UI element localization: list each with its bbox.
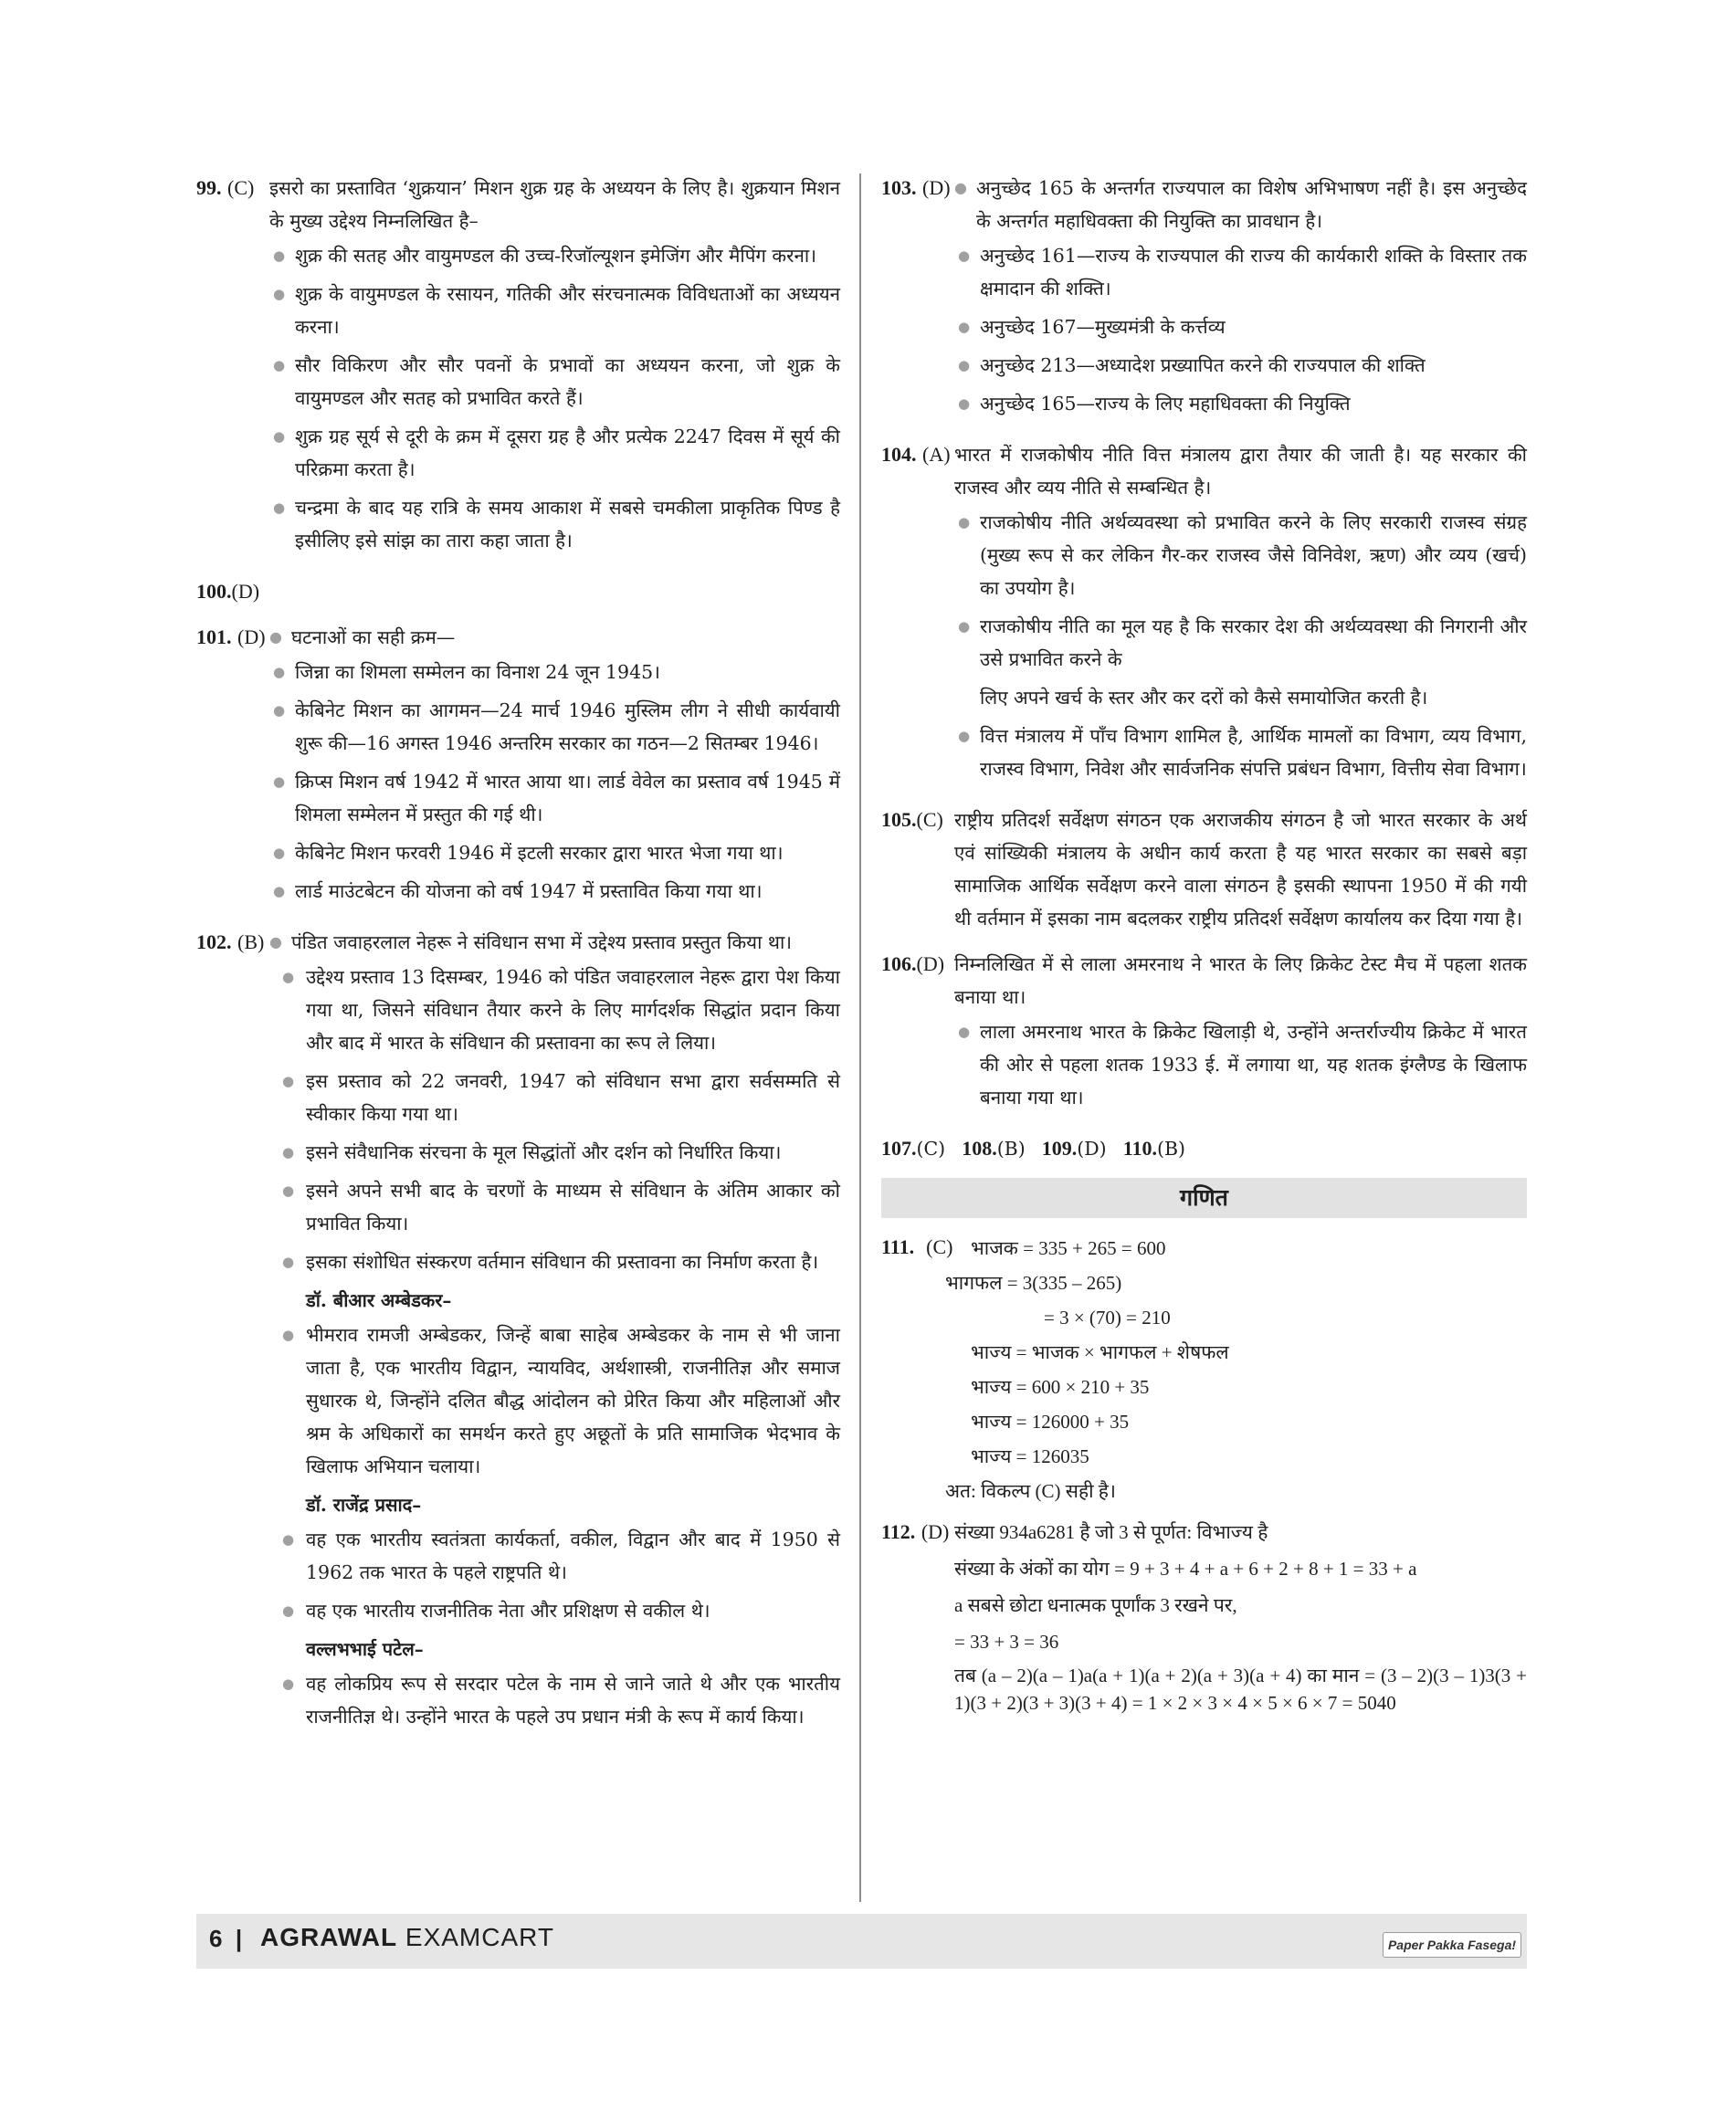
person-heading-patel: वल्लभभाई पटेल– xyxy=(306,1638,424,1660)
solution-line: संख्या 934a6281 है जो 3 से पूर्णत: विभाज्य है xyxy=(954,1521,1268,1543)
solution-line: भागफल = 3(335 – 265) xyxy=(945,1272,1122,1294)
question-105 xyxy=(881,804,1527,935)
bullet-icon: ● xyxy=(954,179,967,196)
page-number: 6 | xyxy=(209,1925,243,1952)
person-heading-prasad: डॉ. राजेंद्र प्रसाद– xyxy=(306,1494,422,1516)
question-102 xyxy=(196,926,840,1739)
bullet-list xyxy=(269,1523,840,1627)
solution-line: भाज्य = 126000 + 35 xyxy=(971,1411,1130,1433)
list-item: ● अनुच्छेद 213—अध्यादेश प्रख्यापित करने की राज्यपाल की शक्ति xyxy=(954,349,1527,382)
list-item: ● राजकोषीय नीति अर्थव्यवस्था को प्रभावित करने के लिए सरकारी राजस्व संग्रह (मुख्य रूप से कर लेकिन गैर-कर राजस्व जैसे विनिवेश, ऋण) और व्यय (खर्च) का उपयोग है। xyxy=(954,506,1527,604)
solution-line: भाज्य = 126035 xyxy=(971,1445,1089,1467)
question-number: 101. (D) xyxy=(196,625,266,648)
bullet-icon: ● xyxy=(269,933,282,951)
bullet-icon: ● xyxy=(269,628,282,646)
person-heading-ambedkar: डॉ. बीआर अम्बेडकर– xyxy=(306,1289,452,1311)
column-divider xyxy=(859,173,861,1902)
question-number: 104. (A) xyxy=(881,443,951,466)
question-112 xyxy=(881,1516,1527,1717)
solution-conclusion: अत: विकल्प (C) सही है। xyxy=(945,1480,1116,1502)
section-heading-math: गणित xyxy=(881,1178,1527,1218)
question-text: पंडित जवाहरलाल नेहरू ने संविधान सभा में उद्देश्य प्रस्ताव प्रस्तुत किया था। xyxy=(291,931,793,953)
answer-108: 108.(B) xyxy=(962,1137,1026,1160)
question-103 xyxy=(881,172,1527,425)
list-item: ● केबिनेट मिशन फरवरी 1946 में इटली सरकार द्वारा भारत भेजा गया था। xyxy=(269,836,840,869)
list-item: ● राजकोषीय नीति का मूल यह है कि सरकार देश की अर्थव्यवस्था की निगरानी और उसे प्रभावित करने के xyxy=(954,610,1527,676)
solution-line: तब (a – 2)(a – 1)a(a + 1)(a + 2)(a + 3)(a + 4) का मान = (3 – 2)(3 – 1)3(3 + 1)(3 + 2)(3 + 3)(3 + 4) = 1 × 2 × 3 × 4 × 5 × 6 × 7 = 5040 xyxy=(954,1665,1527,1714)
question-104 xyxy=(881,438,1527,791)
list-item: ● अनुच्छेद 165—राज्य के लिए महाधिवक्ता की नियुक्ति xyxy=(954,387,1527,420)
page-footer xyxy=(196,1914,1527,1969)
bullet-list xyxy=(269,1318,840,1483)
list-item: ● वह एक भारतीय स्वतंत्रता कार्यकर्ता, वकील, विद्वान और बाद में 1950 से 1962 तक भारत के पहले राष्ट्रपति थे। xyxy=(269,1523,840,1589)
list-item: ● चन्द्रमा के बाद यह रात्रि के समय आकाश में सबसे चमकीला प्राकृतिक पिण्ड है इसीलिए इसे सांझ का तारा कहा जाता है। xyxy=(269,491,840,557)
list-item: ● शुक्र ग्रह सूर्य से दूरी के क्रम में दूसरा ग्रह है और प्रत्येक 2247 दिवस में सूर्य की परिक्रमा करता है। xyxy=(269,420,840,486)
list-item: ● इस प्रस्ताव को 22 जनवरी, 1947 को संविधान सभा द्वारा सर्वसम्मति से स्वीकार किया गया था। xyxy=(269,1065,840,1130)
bullet-list xyxy=(954,506,1527,676)
answers-107-110 xyxy=(881,1132,1527,1165)
question-text: निम्नलिखित में से लाला अमरनाथ ने भारत के लिए क्रिकेट टेस्ट मैच में पहला शतक बनाया था। xyxy=(954,953,1527,1008)
list-item: ● केबिनेट मिशन का आगमन—24 मार्च 1946 मुस्लिम लीग ने सीधी कार्यवायी शुरू की—16 अगस्त 1946 अन्तरिम सरकार का गठन—2 सितम्बर 1946। xyxy=(269,694,840,760)
list-item: ● इसका संशोधित संस्करण वर्तमान संविधान की प्रस्तावना का निर्माण करता है। xyxy=(269,1245,840,1278)
list-item: ● जिन्ना का शिमला सम्मेलन का विनाश 24 जून 1945। xyxy=(269,656,840,688)
brand-logo: AGRAWAL EXAMCART xyxy=(260,1923,554,1951)
solution-line: भाजक = 335 + 265 = 600 xyxy=(971,1237,1166,1259)
question-text: राष्ट्रीय प्रतिदर्श सर्वेक्षण संगठन एक अराजकीय संगठन है जो भारत सरकार के अर्थ एवं सांख्यिकी मंत्रालय के अधीन कार्य करता है यह भारत सरकार का सबसे बड़ा सामाजिक आर्थिक सर्वेक्षण करने वाला संगठन है इसकी स्थापना 1950 में की गयी थी वर्तमान में इसका नाम बदलकर राष्ट्रीय प्रतिदर्श सर्वेक्षण कार्यालय कर दिया गया है। xyxy=(954,809,1527,930)
solution-line: भाज्य = 600 × 210 + 35 xyxy=(971,1376,1150,1398)
list-item: ● अनुच्छेद 161—राज्य के राज्यपाल की राज्य की कार्यकारी शक्ति के विस्तार तक क्षमादान की शक्ति। xyxy=(954,239,1527,305)
question-101 xyxy=(196,621,840,913)
solution-line: = 3 × (70) = 210 xyxy=(1044,1307,1171,1329)
solution-line: = 33 + 3 = 36 xyxy=(954,1631,1059,1653)
answer-110: 110.(B) xyxy=(1122,1137,1186,1160)
bullet-list xyxy=(954,1015,1527,1114)
question-number: 103. (D) xyxy=(881,176,951,199)
bullet-list xyxy=(269,656,840,908)
question-number: 112. (D) xyxy=(881,1520,950,1543)
right-column xyxy=(881,172,1527,1729)
question-number: 106.(D) xyxy=(881,952,945,975)
question-number: 100.(D) xyxy=(196,580,260,603)
list-item: ● वह एक भारतीय राजनीतिक नेता और प्रशिक्षण से वकील थे। xyxy=(269,1594,840,1627)
bullet-list xyxy=(954,239,1527,420)
list-item-continuation: लिए अपने खर्च के स्तर और कर दरों को कैसे समायोजित करती है। xyxy=(980,687,1428,709)
question-text: अनुच्छेद 165 के अन्तर्गत राज्यपाल का विशेष अभिभाषण नहीं है। इस अनुच्छेद के अन्तर्गत महाधिवक्ता की नियुक्ति का प्रावधान है। xyxy=(976,177,1527,232)
question-number: 102. (B) xyxy=(196,930,265,953)
solution-line: a सबसे छोटा धनात्मक पूर्णांक 3 रखने पर, xyxy=(954,1594,1237,1616)
question-100 xyxy=(196,575,840,608)
list-item: ● लार्ड माउंटबेटन की योजना को वर्ष 1947 में प्रस्तावित किया गया था। xyxy=(269,875,840,908)
bullet-list xyxy=(269,239,840,557)
bullet-list xyxy=(269,961,840,1278)
question-number: 99. (C) xyxy=(196,176,255,199)
list-item: ● इसने अपने सभी बाद के चरणों के माध्यम से संविधान के अंतिम आकार को प्रभावित किया। xyxy=(269,1174,840,1240)
list-item: ● अनुच्छेद 167—मुख्यमंत्री के कर्त्तव्य xyxy=(954,310,1527,343)
question-99 xyxy=(196,172,840,562)
question-text: इसरो का प्रस्तावित ‘शुक्रयान’ मिशन शुक्र ग्रह के अध्ययन के लिए है। शुक्रयान मिशन के मुख्य उद्देश्य निम्नलिखित है– xyxy=(269,177,840,232)
answer-107: 107.(C) xyxy=(881,1137,946,1160)
list-item: ● शुक्र की सतह और वायुमण्डल की उच्च-रिजॉल्यूशन इमेजिंग और मैपिंग करना। xyxy=(269,239,840,272)
list-item: ● वित्त मंत्रालय में पाँच विभाग शामिल है, आर्थिक मामलों का विभाग, व्यय विभाग, राजस्व विभाग, निवेश और सार्वजनिक संपत्ति प्रबंधन विभाग, वित्तीय सेवा विभाग। xyxy=(954,720,1527,785)
solution-line: भाज्य = भाजक × भागफल + शेषफल xyxy=(971,1341,1229,1363)
tagline-stamp: Paper Pakka Fasega! xyxy=(1383,1932,1521,1958)
question-text: भारत में राजकोषीय नीति वित्त मंत्रालय द्वारा तैयार की जाती है। यह सरकार की राजस्व और व्यय नीति से सम्बन्धित है। xyxy=(954,444,1527,499)
list-item: ● शुक्र के वायुमण्डल के रसायन, गतिकी और संरचनात्मक विविधताओं का अध्ययन करना। xyxy=(269,278,840,343)
question-number: 111. (C) xyxy=(881,1235,953,1258)
question-number: 105.(C) xyxy=(881,808,943,831)
bullet-list xyxy=(954,720,1527,785)
solution-line: संख्या के अंकों का योग = 9 + 3 + 4 + a + 6 + 2 + 8 + 1 = 33 + a xyxy=(954,1558,1417,1580)
list-item: ● उद्देश्य प्रस्ताव 13 दिसम्बर, 1946 को पंडित जवाहरलाल नेहरू द्वारा पेश किया गया था, जिसने संविधान तैयार करने के लिए मार्गदर्शक सिद्धांत प्रदान किया और बाद में भारत के संविधान की प्रस्तावना का रूप ले लिया। xyxy=(269,961,840,1059)
list-item: ● सौर विकिरण और सौर पवनों के प्रभावों का अध्ययन करना, जो शुक्र के वायुमण्डल और सतह को प्रभावित करते हैं। xyxy=(269,349,840,415)
list-item: ● इसने संवैधानिक संरचना के मूल सिद्धांतों और दर्शन को निर्धारित किया। xyxy=(269,1136,840,1169)
list-item: ● क्रिप्स मिशन वर्ष 1942 में भारत आया था। लार्ड वेवेल का प्रस्ताव वर्ष 1945 में शिमला सम्मेलन में प्रस्तुत की गई थी। xyxy=(269,765,840,831)
answer-109: 109.(D) xyxy=(1041,1137,1107,1160)
list-item: ● लाला अमरनाथ भारत के क्रिकेट खिलाड़ी थे, उन्होंने अन्तर्राज्यीय क्रिकेट में भारत की ओर से पहला शतक 1933 ई. में लगाया था, यह शतक इंग्लैण्ड के खिलाफ बनाया गया था। xyxy=(954,1015,1527,1114)
list-item: ● वह लोकप्रिय रूप से सरदार पटेल के नाम से जाने जाते थे और एक भारतीय राजनीतिज्ञ थे। उन्होंने भारत के पहले उप प्रधान मंत्री के रूप में कार्य किया। xyxy=(269,1667,840,1733)
left-column xyxy=(196,172,840,1751)
question-111 xyxy=(881,1231,1527,1508)
bullet-list xyxy=(269,1667,840,1733)
list-item: ● भीमराव रामजी अम्बेडकर, जिन्हें बाबा साहेब अम्बेडकर के नाम से भी जाना जाता है, एक भारतीय विद्वान, न्यायविद, अर्थशास्त्री, राजनीतिज्ञ और समाज सुधारक थे, जिन्होंने दलित बौद्ध आंदोलन को प्रेरित किया और महिलाओं और श्रम के अधिकारों का समर्थन करते हुए अछूतों के प्रति सामाजिक भेदभाव के खिलाफ अभियान चलाया। xyxy=(269,1318,840,1483)
question-106 xyxy=(881,948,1527,1119)
question-text: घटनाओं का सही क्रम— xyxy=(291,626,456,648)
